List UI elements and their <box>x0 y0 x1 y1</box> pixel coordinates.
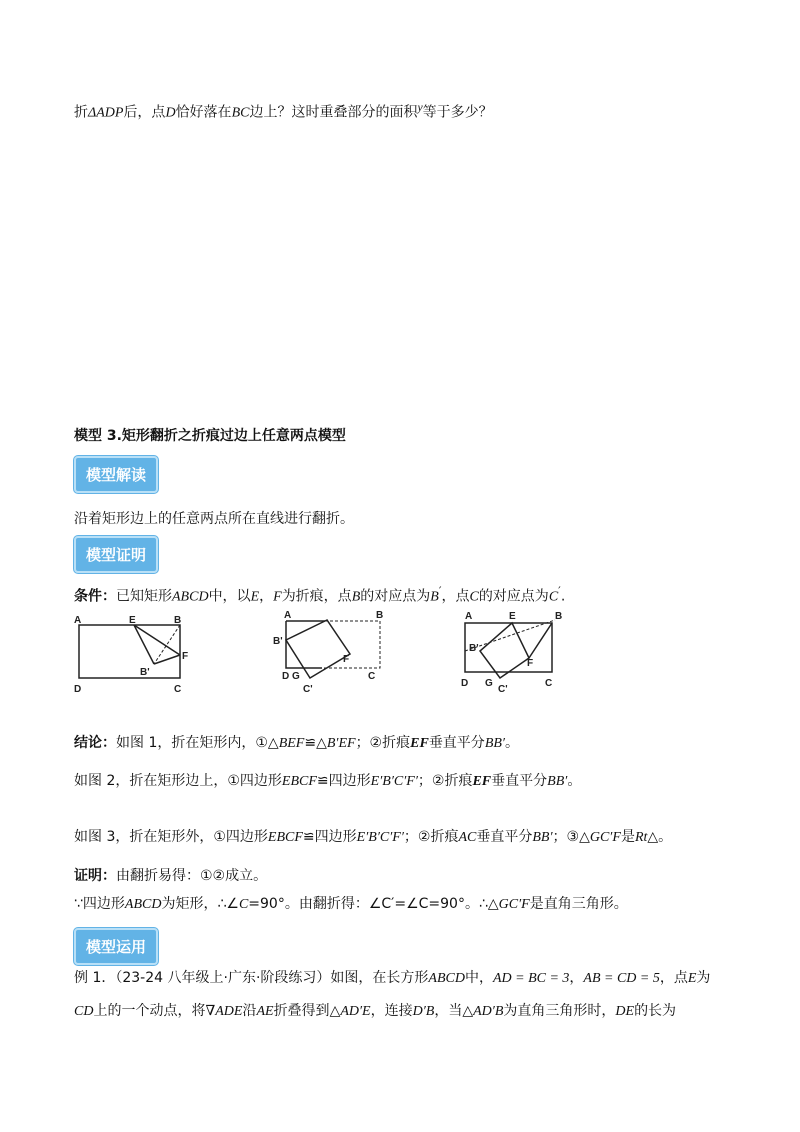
fig2-rectangle-left <box>286 621 295 668</box>
fig1-label-e: E <box>129 615 136 626</box>
fig3-label-b: B <box>555 611 563 622</box>
fig3-label-d: D <box>461 678 469 689</box>
conclusion-figure-3: 如图 3，折在矩形外，①四边形EBCF≌四边形E′B′C′F′；②折痕AC垂直平分BB′；③△GC′F是Rt△。 <box>74 829 673 845</box>
fig1-line-b-prime-f <box>154 655 180 664</box>
fig2-label-c-prime: C' <box>303 684 313 695</box>
fig3-label-e: E <box>509 611 516 622</box>
badge-model-proof: 模型证明 <box>74 536 158 573</box>
fig3-label-g: G <box>485 678 493 689</box>
fig3-label-b-prime: B' <box>469 643 479 654</box>
fig2-label-c: C <box>368 671 376 682</box>
fig1-label-b: B <box>174 615 182 626</box>
fig2-label-b-prime: B' <box>273 636 283 647</box>
section-heading: 模型 3.矩形翻折之折痕过边上任意两点模型 <box>74 428 346 444</box>
because-line: ∵四边形ABCD为矩形，∴∠C=90°。由翻折得：∠C′=∠C=90°。∴△GC′F是直角三角形。 <box>74 896 628 912</box>
figure-2-fold-on-edge <box>270 606 390 696</box>
figure-1-fold-inside <box>70 612 200 698</box>
fig1-label-a: A <box>74 615 82 626</box>
fig3-label-a: A <box>465 611 473 622</box>
fig1-label-d: D <box>74 684 82 695</box>
fig2-label-b: B <box>376 610 384 621</box>
example-line-2: CD上的一个动点，将∇ADE沿AE折叠得到△AD′E，连接D′B，当△AD′B为直角三角形时，DE的长为 <box>74 1003 677 1019</box>
fig3-folded-quad <box>480 623 529 678</box>
fig1-label-b-prime: B' <box>140 667 150 678</box>
condition-line: 条件：已知矩形ABCD中，以E，F为折痕，点B的对应点为B′，点C的对应点为C′. <box>74 584 566 605</box>
fig2-label-d: D <box>282 671 290 682</box>
conclusion-figure-1: 结论：如图 1，折在矩形内，①△BEF≌△B′EF；②折痕EF垂直平分BB′。 <box>74 735 519 751</box>
conclusion-figure-2: 如图 2，折在矩形边上，①四边形EBCF≌四边形E′B′C′F′；②折痕EF垂直平分BB′。 <box>74 773 582 789</box>
badge-model-reading: 模型解读 <box>74 456 158 493</box>
fig3-label-f: F <box>527 658 534 669</box>
badge-model-application: 模型运用 <box>74 928 158 965</box>
fig2-rectangle-dashed <box>320 621 380 668</box>
example-line-1: 例 1．（23-24 八年级上·广东·阶段练习）如图，在长方形ABCD中，AD = BC = 3，AB = CD = 5，点E为 <box>74 970 711 986</box>
proof-line: 证明：由翻折易得：①②成立。 <box>74 868 268 884</box>
model-reading-text: 沿着矩形边上的任意两点所在直线进行翻折。 <box>74 511 354 527</box>
fig2-label-a: A <box>284 610 292 621</box>
question-continuation: 折ΔADP后，点D恰好落在BC边上？这时重叠部分的面积$^y$等于多少？ <box>74 101 493 121</box>
fig3-label-c-prime: C' <box>498 684 508 695</box>
figure-3-fold-outside <box>455 606 570 696</box>
fig1-label-c: C <box>174 684 182 695</box>
fig2-folded-quad <box>286 620 350 678</box>
fig1-rectangle <box>79 625 180 678</box>
fig2-label-g: G <box>292 671 300 682</box>
fig1-line-bb-prime <box>154 625 180 664</box>
fig2-label-f: F <box>343 654 350 665</box>
fig1-label-f: F <box>182 651 189 662</box>
fig3-label-c: C <box>545 678 553 689</box>
